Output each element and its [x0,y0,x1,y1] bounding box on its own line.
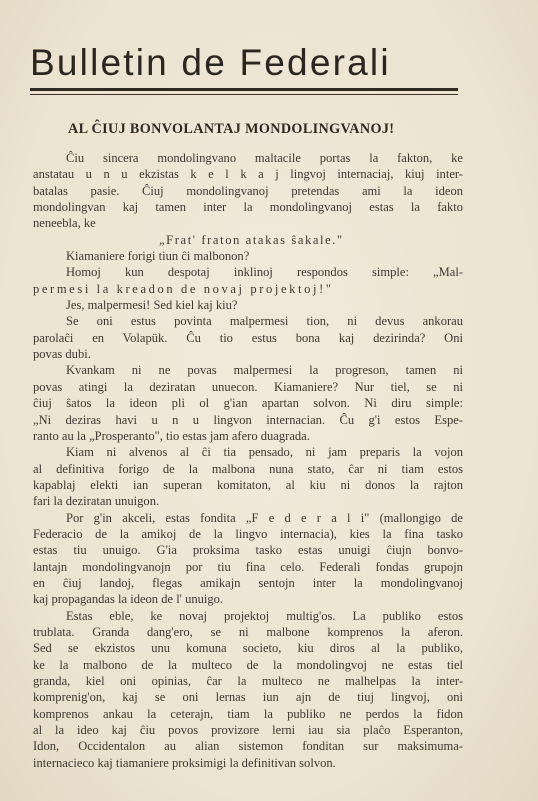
text-line: ke la malbono de la multeco de la mondolingvoj ne estas tiel [33,657,463,672]
text-line: granda, kiel oni opinias, ĉar la multeco ne malhelpas la inter- [33,674,463,688]
text-line: Ĉiu sincera mondolingvano maltacile portas la fakton, ke [66,151,463,165]
text-line: permesi la kreadon de novaj projektoj!" [33,281,334,296]
article-heading: AL ĈIUJ BONVOLANTAJ MONDOLINGVANOJ! [68,121,395,137]
text-line: kaj propagandas la ideon de l' unuigo. [33,592,224,607]
article-body [33,150,463,771]
quote-line: „Frat' fraton atakas ŝakale." [159,232,344,247]
text-line: „Ni deziras havi u n u lingvon internacian. Ĉu g'i estos Espe- [33,412,463,427]
text-line: povas atingi la deziratan unuecon. Kiamaniere? Nur tiel, se ni [33,379,463,394]
text-line: internacieco kaj tiamaniere proksimigi la definitivan solvon. [33,755,336,770]
text-line: Estas eble, ke novaj projektoj multig'os. La publiko estos [66,608,463,623]
text-line: Federacio de la amikoj de la lingvo internacia), kies la fina tasko [33,526,463,541]
text-line: komprenig'on, kaj se oni lernas iun ajn de tiuj lingvoj, oni [33,690,463,705]
text-line: batalas pasie. Ĉiuj mondolingvanoj pretendas ami la ideon [33,183,463,198]
text-line: povas dubi. [33,347,91,362]
text-line: al la ideo kaj ĉiu povos provizore lerni iau sia plaĉo Esperanton, [33,723,463,738]
text-line: estas tiu unuigo. G'ia proksima tasko estas unuigi ĉiujn bonvo- [33,543,463,558]
masthead-rule-thick [30,88,458,91]
text-line: Kiam ni alvenos al ĉi tia pensado, ni jam preparis la vojon [66,445,463,460]
text-line: Kiamaniere forigi tiun ĉi malbonon? [66,249,250,264]
text-line: mondolingvan kaj tamen inter la mondolingvanoj estas la fakto [33,200,463,215]
text-line: Kvankam ni ne povas malpermesi la progreson, tamen ni [66,363,463,378]
masthead-rule-thin [30,94,458,95]
text-line: kapablaj elekti ian superan komitaton, al kiu ni donos la rajton [33,477,463,492]
text-line: Idon, Occidentalon au alian sistemon fonditan sur maksimuma- [33,739,463,754]
text-line: anstatau u n u ekzistas k e l k a j lingvoj internaciaj, kiuj inter- [33,167,463,182]
text-line: en ĉiuj landoj, flegas amikajn sentojn inter la mondolingvanoj [33,575,463,590]
text-line: ranto au la „Prosperanto", tio estas jam afero duagrada. [33,428,310,443]
text-line: Jes, malpermesi! Sed kiel kaj kiu? [66,298,238,313]
masthead-title: Bulletin de Federali [30,42,391,83]
text-line: Se oni estus povinta malpermesi tion, ni devus ankorau [66,314,463,329]
text-line: neneebla, ke [33,216,96,231]
text-line: komprenos ankau la ceterajn, tiam la publiko ne perdos la fidon [33,706,463,721]
text-line: Sed se ekzistos unu komuna societo, kiu diros al la publiko, [33,641,463,656]
text-line: parolaĉi en Volapük. Ĉu tio estus bona kaj dezirinda? Oni [33,330,463,345]
text-line: ĉiuj ŝatos la ideon pli ol g'ian apartan solvon. Ni diru simple: [33,396,463,411]
text-line: lantajn mondolingvanojn por tiu fina celo. Federali fondas grupojn [33,559,463,574]
text-line: fari la deziratan unuigon. [33,494,160,509]
text-line: al definitiva forigo de la malbona nuna stato, ĉar ni tiam estos [33,461,463,476]
text-line: Por g'in akceli, estas fondita „F e d e r a l i" (mallongigo de [66,510,463,525]
text-line: trublata. Granda dang'ero, se ni malbone komprenos la aferon. [33,624,463,639]
text-line: Homoj kun despotaj inklinoj respondos simple: „Mal- [66,265,463,280]
